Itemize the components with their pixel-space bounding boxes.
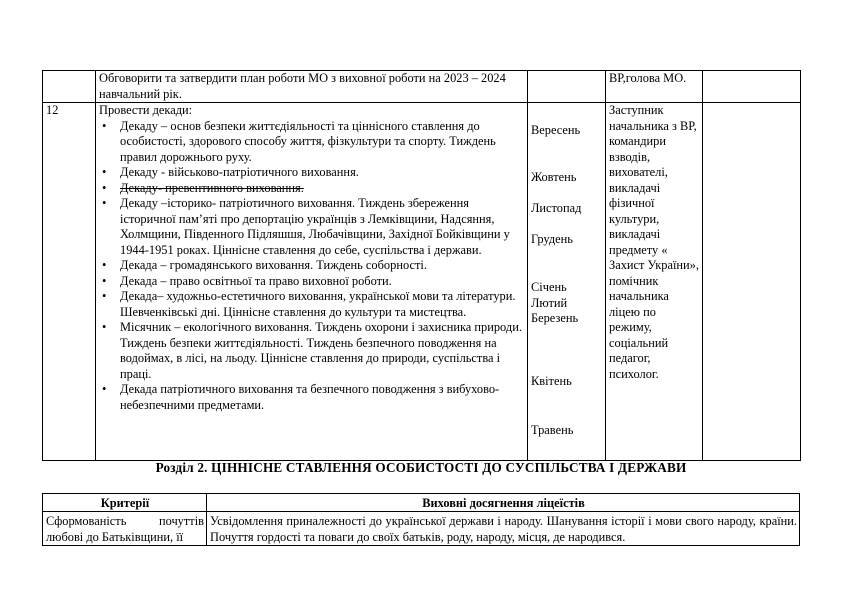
list-item: • Місячник – екологічного виховання. Тиждень охорони і захисника природи. Тиждень безпеки життєдіяльності. Тиждень безпечного поводження на водоймах, в лісі, на льоду. Ціннісне ставлення до природи, суспільства і праці. bbox=[99, 320, 525, 382]
month-label: Січень bbox=[531, 280, 567, 294]
activity-intro: Провести декади: bbox=[99, 103, 193, 117]
section-title: Розділ 2. ЦІННІСНЕ СТАВЛЕННЯ ОСОБИСТОСТІ ДО СУСПІЛЬСТВА І ДЕРЖАВИ bbox=[155, 460, 687, 475]
list-item: • Декаду - військово-патріотичного виховання. bbox=[99, 165, 525, 181]
list-item: • Декада патріотичного виховання та безпечного поводження з вибухово- небезпечними предметами. bbox=[99, 382, 525, 413]
number-cell: 12 bbox=[43, 103, 96, 461]
month-label: Квітень bbox=[531, 374, 572, 388]
column-header: Критерії bbox=[43, 494, 207, 512]
activity-cell bbox=[96, 103, 528, 461]
month-label: Грудень bbox=[531, 232, 573, 246]
responsible-cell: Заступник начальника з ВР, командири взводів, вихователі, викладачі фізичної культури, викладачі предмету « Захист України», помічник начальника ліцею по режиму, соціальний педагог, психолог. bbox=[606, 103, 703, 461]
activity-cell: Обговорити та затвердити план роботи МО з виховної роботи на 2023 – 2024 навчальний рік. bbox=[96, 71, 528, 103]
note-cell bbox=[703, 103, 801, 461]
responsible-cell: ВР,голова МО. bbox=[606, 71, 703, 103]
list-item: • Декаду – основ безпеки життєдіяльності та ціннісного ставлення до особистості, здорового способу життя, фізкультури та спорту. Тиждень правил дорожнього руху. bbox=[99, 119, 525, 166]
table-header-row bbox=[43, 494, 800, 512]
achievement-cell: Усвідомлення приналежності до української держави і народу. Шанування історії і мови свого народу, країни. Почуття гордості та поваги до своїх батьків, роду, народу, місця, де народився. bbox=[207, 512, 800, 546]
criterion-cell: Сформованість почуттів любові до Батьківщини, її bbox=[43, 512, 207, 546]
note-cell bbox=[703, 71, 801, 103]
term-cell bbox=[528, 71, 606, 103]
list-item: • Декада – громадянського виховання. Тиждень соборності. bbox=[99, 258, 525, 274]
list-item: • Декаду- превентивного виховання. bbox=[99, 181, 525, 197]
number-cell bbox=[43, 71, 96, 103]
table-row bbox=[43, 512, 800, 546]
plan-table bbox=[42, 70, 801, 461]
decades-list bbox=[99, 119, 525, 414]
list-item: • Декада– художньо-естетичного виховання, української мови та літератури. Шевченківські дні. Ціннісне ставлення до культури та мистецтва. bbox=[99, 289, 525, 320]
month-label: Жовтень bbox=[531, 170, 577, 184]
column-header: Виховні досягнення ліцеїстів bbox=[207, 494, 800, 512]
month-label: Листопад bbox=[531, 201, 582, 215]
criteria-table bbox=[42, 493, 800, 546]
table-row bbox=[43, 71, 801, 103]
table-row bbox=[43, 103, 801, 461]
month-label: Вересень bbox=[531, 123, 581, 137]
months-cell bbox=[528, 103, 606, 461]
month-label: Лютий bbox=[531, 296, 568, 310]
month-label: Березень bbox=[531, 311, 579, 325]
month-label: Травень bbox=[531, 423, 574, 437]
list-item: • Декаду –історико- патріотичного виховання. Тиждень збереження історичної пам’яті про депортацію українців з Лемківщини, Надсяння, Холмщини, Південного Підляшшя, Любачівщини, Західної Бойківщини у 1944-1951 роках. Ціннісне ставлення до себе, суспільства і держави. bbox=[99, 196, 525, 258]
list-item: • Декада – право освітньої та право виховної роботи. bbox=[99, 274, 525, 290]
